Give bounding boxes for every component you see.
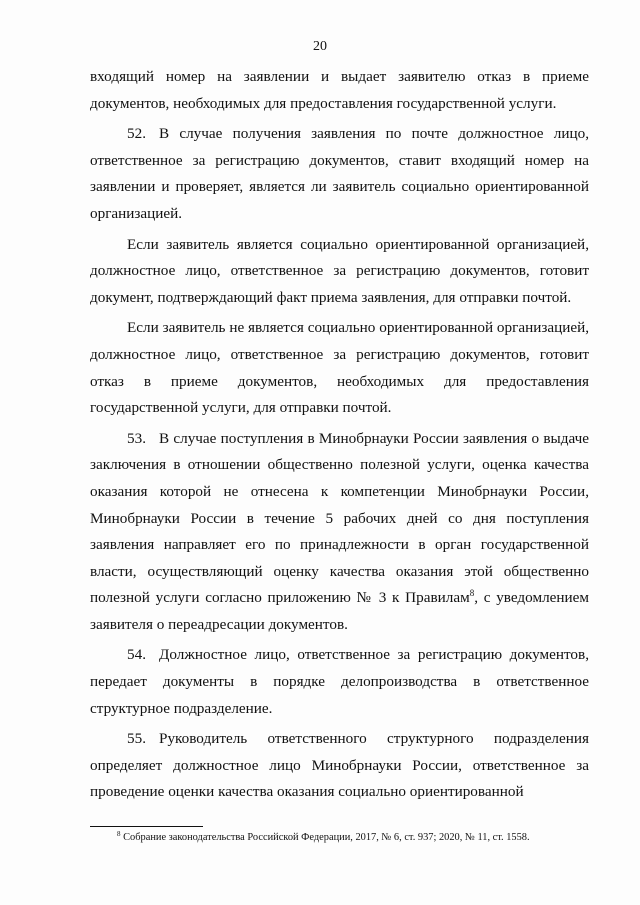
paragraph-text: В случае получения заявления по почте должностное лицо, ответственное за регистрацию документов, ставит входящий номер на заявлении и проверяет, является ли заявитель социально ориентированной организацией.	[90, 125, 589, 222]
paragraph-text: В случае поступления в Минобрнауки России заявления о выдаче заключения в отношении общественно полезной услуги, оценка качества оказания которой не отнесена к компетенции Минобрнауки России, Минобрнауки России в течение 5 рабочих дней со дня поступления заявления направляет его по принадлежности в орган государственной власти, осуществляющий оценку качества оказания этой общественно полезной услуги согласно приложению № 3 к Правилам	[90, 429, 589, 607]
paragraph-number: 54.	[127, 646, 146, 664]
paragraph-52-applicant-is-sono	[90, 232, 589, 312]
paragraph-52-applicant-not-sono	[90, 315, 589, 421]
footnote-separator	[90, 826, 203, 827]
document-body	[90, 64, 589, 810]
footnote	[117, 831, 587, 845]
paragraph-continuation	[90, 64, 589, 117]
paragraph-text: Должностное лицо, ответственное за регистрацию документов, передает документы в порядке делопроизводства в ответственное структурное подразделение.	[90, 646, 589, 717]
paragraph-52	[90, 121, 589, 227]
footnote-reference: 8	[469, 588, 475, 599]
paragraph-text: Если заявитель не является социально ориентированной организацией, должностное лицо, ответственное за регистрацию документов, готовит отказ в приеме документов, необходимых для предоставления государственной услуги, для отправки почтой.	[90, 319, 589, 417]
paragraph-text-continued: , с уведомлением заявителя о переадресации документов.	[90, 589, 590, 633]
footnote-text: Собрание законодательства Российской Федерации, 2017, № 6, ст. 937; 2020, № 11, ст. 1558.	[120, 832, 530, 843]
paragraph-text: Руководитель ответственного структурного подразделения определяет должностное лицо Минобрнауки России, ответственное за проведение оценки качества оказания социально ориентированной	[90, 730, 589, 801]
page-number: 20	[313, 39, 327, 54]
paragraph-54	[90, 642, 589, 722]
paragraph-text: Если заявитель является социально ориентированной организацией, должностное лицо, ответственное за регистрацию документов, готовит документ, подтверждающий факт приема заявления, для отправки почтой.	[90, 235, 589, 306]
paragraph-number: 52.	[127, 125, 146, 143]
paragraph-number: 55.	[127, 730, 146, 748]
paragraph-text: входящий номер на заявлении и выдает заявителю отказ в приеме документов, необходимых для предоставления государственной услуги.	[90, 68, 589, 112]
footnote-marker: 8	[117, 830, 121, 838]
paragraph-55	[90, 726, 589, 806]
paragraph-53	[90, 426, 589, 639]
paragraph-number: 53.	[127, 429, 146, 447]
